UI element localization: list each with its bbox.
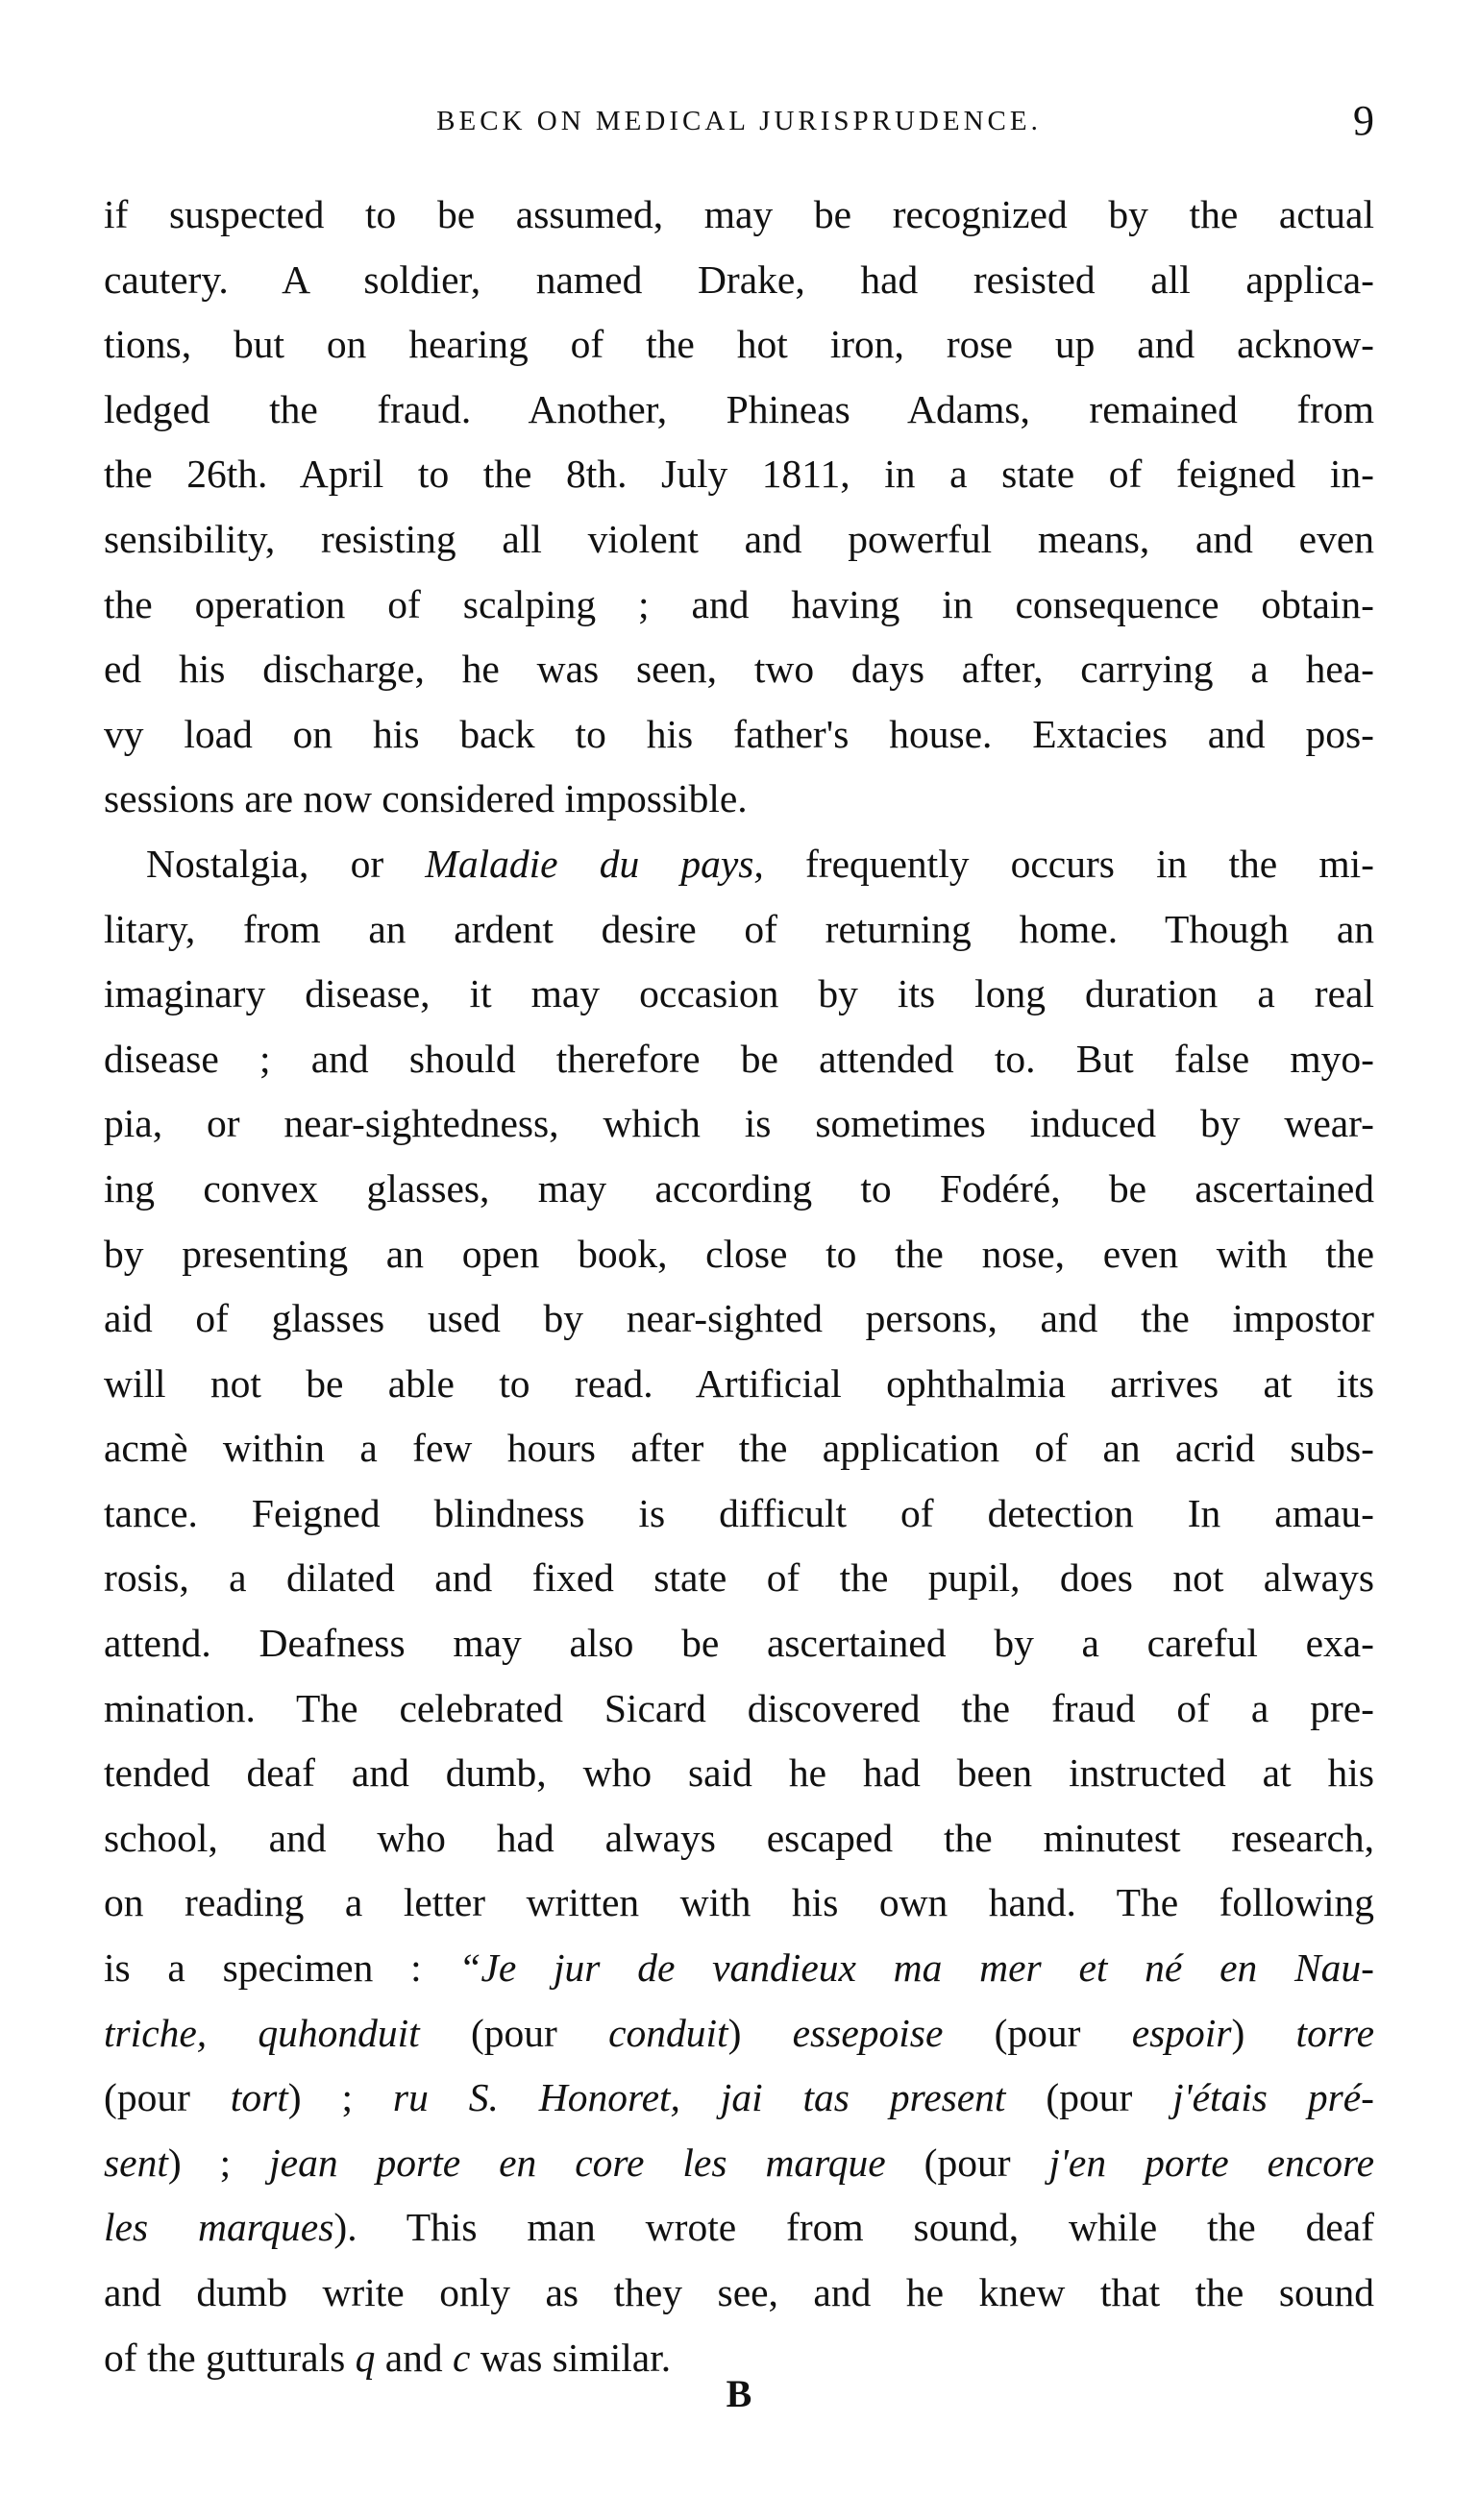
text-run: (pour	[1005, 2075, 1173, 2120]
text-line: sensibility, resisting all violent and powerful means, and even	[104, 516, 1374, 561]
italic-run: tort	[230, 2075, 288, 2120]
text-run: frequently occurs in the mi-	[763, 841, 1374, 886]
text-run: ) ;	[287, 2075, 393, 2120]
italic-run: triche, quhonduit	[104, 2010, 420, 2055]
text-line: school, and who had always escaped the minutest research,	[104, 1815, 1374, 1860]
text-line: disease ; and should therefore be attended to. But false myo-	[104, 1036, 1374, 1081]
text-run: ). This man wrote from sound, while the deaf	[333, 2205, 1374, 2250]
text-line: attend. Deafness may also be ascertained by a careful exa-	[104, 1621, 1374, 1666]
text-line	[104, 2195, 1374, 2261]
text-line: tions, but on hearing of the hot iron, rose up and acknow-	[104, 322, 1374, 367]
running-head	[104, 96, 1374, 150]
text-line	[104, 2066, 1374, 2131]
text-run: )	[727, 2010, 793, 2055]
signature-mark: B	[726, 2372, 752, 2415]
italic-run: q	[355, 2335, 376, 2380]
text-line: the 26th. April to the 8th. July 1811, in a state of feigned in-	[104, 452, 1374, 497]
italic-run: conduit	[608, 2010, 728, 2055]
text-line: ledged the fraud. Another, Phineas Adams, remained from	[104, 386, 1374, 431]
italic-run: Maladie du pays,	[425, 841, 764, 886]
italic-run: jean porte en core les marque	[269, 2140, 886, 2185]
text-run: )	[1231, 2010, 1296, 2055]
text-run: of the gutturals	[104, 2335, 356, 2380]
text-run: is a specimen :	[104, 1945, 459, 1991]
text-line: tended deaf and dumb, who said he had been instructed at his	[104, 1750, 1374, 1796]
italic-run: torre	[1295, 2010, 1374, 2055]
text-line: aid of glasses used by near-sighted persons, and the impostor	[104, 1296, 1374, 1341]
text-run: was similar.	[470, 2335, 672, 2380]
text-line: sessions are now considered impossible.	[104, 776, 748, 821]
body-text	[104, 183, 1374, 2390]
text-line: rosis, a dilated and fixed state of the pupil, does not always	[104, 1555, 1374, 1601]
text-line: on reading a letter written with his own hand. The following	[104, 1880, 1374, 1925]
text-line: mination. The celebrated Sicard discovered the fraud of a pre-	[104, 1685, 1374, 1730]
text-line: litary, from an ardent desire of returning home. Though an	[104, 906, 1374, 951]
text-run: and	[375, 2335, 454, 2380]
text-run: (pour	[885, 2140, 1049, 2185]
italic-run: les marques	[104, 2205, 334, 2250]
italic-run: c	[453, 2335, 471, 2380]
italic-run: ru S. Honoret, jai tas present	[392, 2075, 1006, 2120]
italic-run: espoir	[1131, 2010, 1232, 2055]
text-run: ) ;	[167, 2140, 270, 2185]
text-line: tance. Feigned blindness is difficult of detection In amau-	[104, 1490, 1374, 1535]
text-run: (pour	[943, 2010, 1132, 2055]
text-run: (pour	[419, 2010, 609, 2055]
text-line: vy load on his back to his father's house. Extacies and pos-	[104, 711, 1374, 756]
running-title: BECK ON MEDICAL JURISPRUDENCE.	[436, 106, 1042, 136]
text-run: (pour	[104, 2075, 231, 2120]
italic-run: essepoise	[792, 2010, 944, 2055]
text-run: Nostalgia, or	[146, 841, 426, 886]
italic-run: j'étais pré-	[1172, 2075, 1374, 2120]
text-line	[104, 832, 1374, 897]
italic-run: sent	[104, 2140, 168, 2185]
italic-run: “Je jur de vandieux ma mer et né en Nau-	[458, 1945, 1374, 1991]
text-line	[104, 2131, 1374, 2196]
text-line: acmè within a few hours after the application of an acrid subs-	[104, 1426, 1374, 1471]
text-line	[104, 1936, 1374, 2001]
page-number: 9	[1353, 97, 1374, 144]
text-line: ed his discharge, he was seen, two days after, carrying a hea-	[104, 647, 1374, 692]
italic-run: j'en porte encore	[1048, 2140, 1374, 2185]
text-line: pia, or near-sightedness, which is sometimes induced by wear-	[104, 1101, 1374, 1146]
text-line: if suspected to be assumed, may be recognized by the actual	[104, 192, 1374, 236]
text-line: ing convex glasses, may according to Fodéré, be ascertained	[104, 1165, 1374, 1211]
text-line: and dumb write only as they see, and he knew that the sound	[104, 2270, 1374, 2314]
text-line: cautery. A soldier, named Drake, had resisted all applica-	[104, 257, 1374, 302]
text-line: by presenting an open book, close to the nose, even with the	[104, 1231, 1374, 1276]
text-line: imaginary disease, it may occasion by its long duration a real	[104, 971, 1374, 1016]
text-line: will not be able to read. Artificial ophthalmia arrives at its	[104, 1360, 1374, 1406]
text-line: the operation of scalping ; and having in consequence obtain-	[104, 581, 1374, 626]
text-line	[104, 2001, 1374, 2067]
